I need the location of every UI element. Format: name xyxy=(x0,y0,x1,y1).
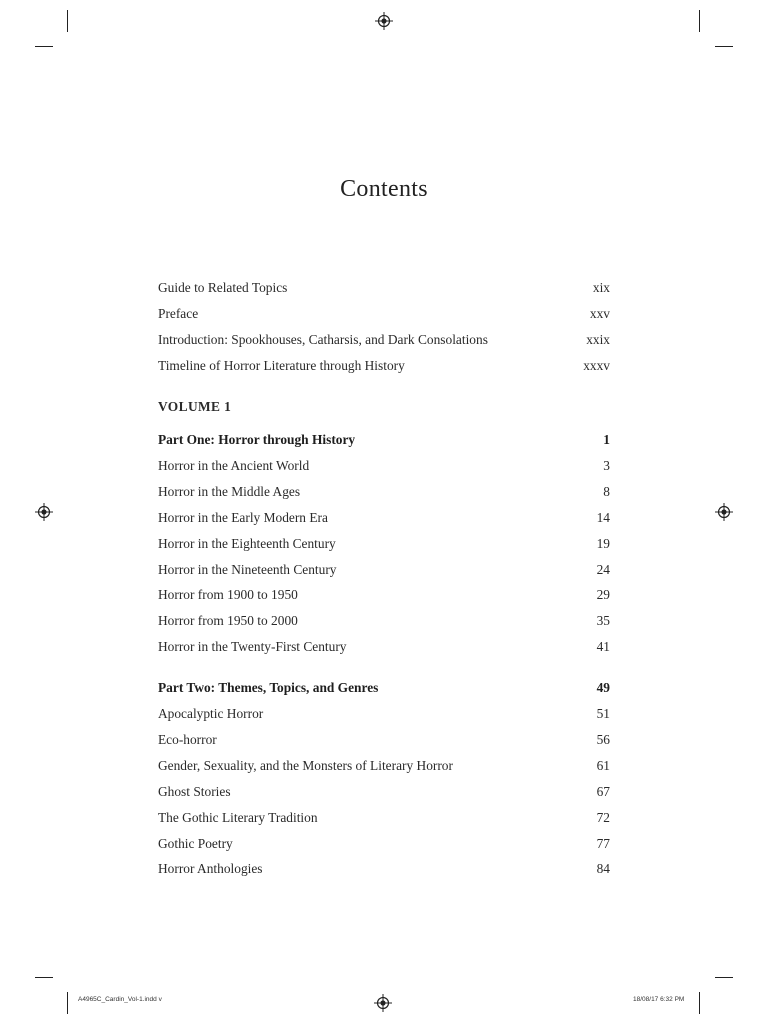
toc-entry[interactable] xyxy=(158,834,610,854)
page-title: Contents xyxy=(340,176,428,202)
toc-entry[interactable] xyxy=(158,808,610,828)
crop-mark-bottom-left-horizontal xyxy=(35,977,53,978)
volume-heading: VOLUME 1 xyxy=(158,399,232,414)
crop-mark-top-right-horizontal xyxy=(715,46,733,47)
toc-entry[interactable] xyxy=(158,859,610,879)
toc-entry[interactable] xyxy=(158,356,610,376)
toc-entry-page: xxv xyxy=(589,306,610,321)
toc-entry-label: Gender, Sexuality, and the Monsters of Literary Horror xyxy=(158,758,453,773)
toc-entry[interactable] xyxy=(158,456,610,476)
toc-entry-label: Horror in the Middle Ages xyxy=(158,484,301,499)
toc-entry-page: 19 xyxy=(596,536,610,551)
crop-mark-top-right-vertical xyxy=(699,10,700,32)
toc-entry-label: Horror in the Twenty-First Century xyxy=(158,639,347,654)
registration-mark-icon xyxy=(35,503,53,521)
toc-entry-page: 51 xyxy=(596,706,610,721)
crop-mark-bottom-right-vertical xyxy=(699,992,700,1014)
toc-entry-page: 72 xyxy=(596,810,610,825)
toc-entry[interactable] xyxy=(158,585,610,605)
toc-entry-page: 3 xyxy=(603,458,610,473)
toc-entry-label: Preface xyxy=(158,306,199,321)
toc-entry-page: 8 xyxy=(603,484,610,499)
toc-entry-label: Horror in the Early Modern Era xyxy=(158,510,328,525)
crop-mark-top-left-horizontal xyxy=(35,46,53,47)
part-heading[interactable] xyxy=(158,430,610,450)
toc-entry-label: Horror Anthologies xyxy=(158,861,263,876)
part-heading-page: 1 xyxy=(603,432,610,447)
toc-entry-page: 14 xyxy=(596,510,610,525)
toc-entry-page: xxxv xyxy=(583,358,610,373)
toc-entry[interactable] xyxy=(158,756,610,776)
toc-entry-label: Horror in the Nineteenth Century xyxy=(158,562,337,577)
toc-entry-page: 77 xyxy=(596,836,610,851)
part-heading-label: Part One: Horror through History xyxy=(158,432,356,447)
crop-mark-top-left-vertical xyxy=(67,10,68,32)
toc-entry[interactable] xyxy=(158,482,610,502)
toc-entry-page: 35 xyxy=(596,613,610,628)
part-heading-page: 49 xyxy=(596,680,610,695)
toc-entry[interactable] xyxy=(158,330,610,350)
toc-entry-page: 84 xyxy=(596,861,610,876)
toc-entry-label: Horror from 1900 to 1950 xyxy=(158,587,298,602)
toc-entry-label: Eco-horror xyxy=(158,732,217,747)
part-heading-label: Part Two: Themes, Topics, and Genres xyxy=(158,680,379,695)
toc-entry-label: Horror from 1950 to 2000 xyxy=(158,613,298,628)
toc-entry-label: Horror in the Ancient World xyxy=(158,458,310,473)
toc-entry-label: Apocalyptic Horror xyxy=(158,706,264,721)
toc-entry-page: 56 xyxy=(596,732,610,747)
toc-entry[interactable] xyxy=(158,304,610,324)
registration-mark-icon xyxy=(715,503,733,521)
toc-entry-page: xix xyxy=(592,280,610,295)
toc-entry-label: Ghost Stories xyxy=(158,784,231,799)
toc-entry[interactable] xyxy=(158,278,610,298)
slug-filename: A4965C_Cardin_Vol-1.indd v xyxy=(78,996,162,1003)
slug-timestamp: 18/08/17 6:32 PM xyxy=(633,996,685,1003)
toc-entry-label: Introduction: Spookhouses, Catharsis, and Dark Consolations xyxy=(158,332,488,347)
toc-entry[interactable] xyxy=(158,637,610,657)
toc-entry-label: Guide to Related Topics xyxy=(158,280,288,295)
toc-entry-page: 41 xyxy=(596,639,610,654)
crop-mark-bottom-right-horizontal xyxy=(715,977,733,978)
registration-mark-icon xyxy=(374,994,392,1012)
toc-entry-label: Gothic Poetry xyxy=(158,836,233,851)
toc-entry[interactable] xyxy=(158,782,610,802)
toc-entry-page: 61 xyxy=(596,758,610,773)
toc-entry-label: The Gothic Literary Tradition xyxy=(158,810,318,825)
crop-mark-bottom-left-vertical xyxy=(67,992,68,1014)
toc-entry-page: xxix xyxy=(586,332,610,347)
toc-entry[interactable] xyxy=(158,560,610,580)
toc-entry-page: 29 xyxy=(596,587,610,602)
toc-entry[interactable] xyxy=(158,508,610,528)
toc-entry[interactable] xyxy=(158,534,610,554)
part-heading[interactable] xyxy=(158,678,610,698)
toc-entry-page: 67 xyxy=(596,784,610,799)
toc-entry[interactable] xyxy=(158,704,610,724)
toc-entry-label: Horror in the Eighteenth Century xyxy=(158,536,336,551)
registration-mark-icon xyxy=(375,12,393,30)
toc-entry-label: Timeline of Horror Literature through History xyxy=(158,358,405,373)
toc-entry[interactable] xyxy=(158,611,610,631)
toc-entry[interactable] xyxy=(158,730,610,750)
toc-entry-page: 24 xyxy=(596,562,610,577)
